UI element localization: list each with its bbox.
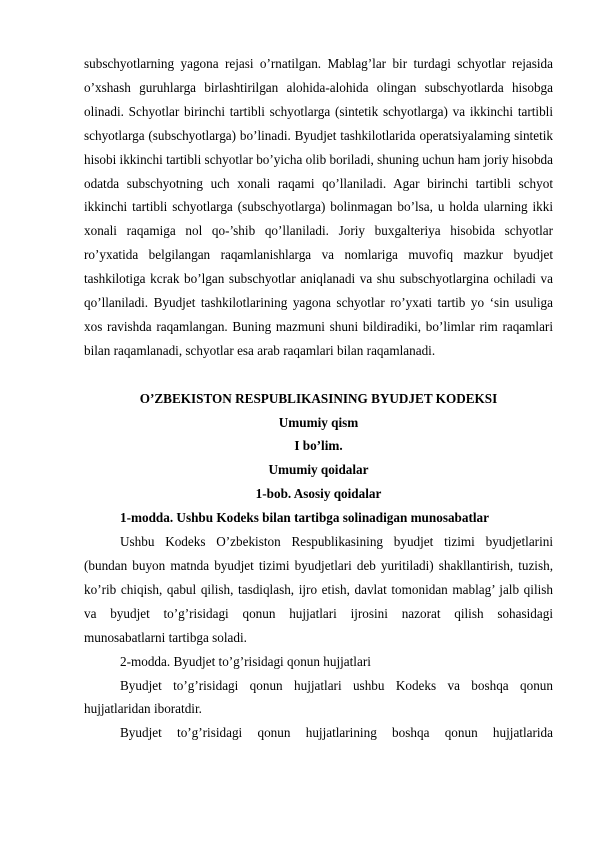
code-title: O’ZBEKISTON RESPUBLIKASINING BYUDJET KODEKSI bbox=[139, 390, 498, 406]
article-2-heading: 2-modda. Byudjet to’g’risidagi qonun hujjatlari bbox=[120, 653, 371, 669]
article-1-text: Ushbu Kodeks O’zbekiston Respublikasining byudjet tizimi byudjetlarini (bundan buyon matnda byudjet tizimi byudjetlari deb yuritiladi) shakllantirish, tuzish, ko’rib chiqish, qabul qilish, tasdiqlash, ijro etish, davlat tomonidan mablag’ jalb qilish va byudjet to’g’risidagi qonun hujjatlari ijrosini nazorat qilish sohasidagi munosabatlarni tartibga soladi. bbox=[84, 534, 553, 645]
general-part-heading: Umumiy qism bbox=[278, 414, 359, 430]
document-page bbox=[84, 52, 553, 745]
article-2-text: Byudjet to’g’risidagi qonun hujjatlari ushbu Kodeks va boshqa qonun hujjatlaridan iboratdir. bbox=[84, 677, 553, 717]
section-title-heading: Umumiy qoidalar bbox=[268, 462, 369, 478]
article-1-heading: 1-modda. Ushbu Kodeks bilan tartibga solinadigan munosabatlar bbox=[120, 510, 489, 526]
section-number-heading: I bo’lim. bbox=[294, 438, 343, 454]
chapter-heading: 1-bob. Asosiy qoidalar bbox=[255, 486, 382, 502]
spacer bbox=[84, 363, 553, 387]
intro-paragraph: subschyotlarning yagona rejasi o’rnatilgan. Mablag’lar bir turdagi schyotlar rejasida o’xshash guruhlarga birlashtirilgan alohida-alohida olingan subschyotlarda hisobga olinadi. Schyotlar birinchi tartibli schyotlarga (sintetik schyotlarga) va ikkinchi tartibli schyotlarga (subschyotlarga) bo’linadi. Byudjet tashkilotlarida operatsiyalaming sintetik hisobi ikkinchi tartibli schyotlar bo’yicha olib boriladi, shuning uchun ham joriy hisobda odatda subschyotning uch xonali raqami qo’llaniladi. Agar birinchi tartibli schyot ikkinchi tartibli schyotlarga (subschyotlarga) bolinmagan bo’lsa, u holda ularning ikki xonali raqamiga nol qo-’shib qo’llaniladi. Joriy buxgalteriya hisobida schyotlar ro’yxatida belgilangan raqamlanishlarga va nomlariga muvofiq mazkur byudjet tashkilotiga kcrak bo’lgan subschyotlar aniqlanadi va shu subschyotlargina ochiladi va qo’llaniladi. Byudjet tashkilotlarining yagona schyotlar ro’yxati tartib yo ‘sin usuliga xos ravishda raqamlangan. Buning mazmuni shuni bildiradiki, bo’limlar rim raqamlari bilan raqamlanadi, schyotlar esa arab raqamlari bilan raqamlanadi. bbox=[84, 56, 553, 358]
article-2-text-continued: Byudjet to’g’risidagi qonun hujjatlarining boshqa qonun hujjatlarida bbox=[120, 725, 553, 741]
